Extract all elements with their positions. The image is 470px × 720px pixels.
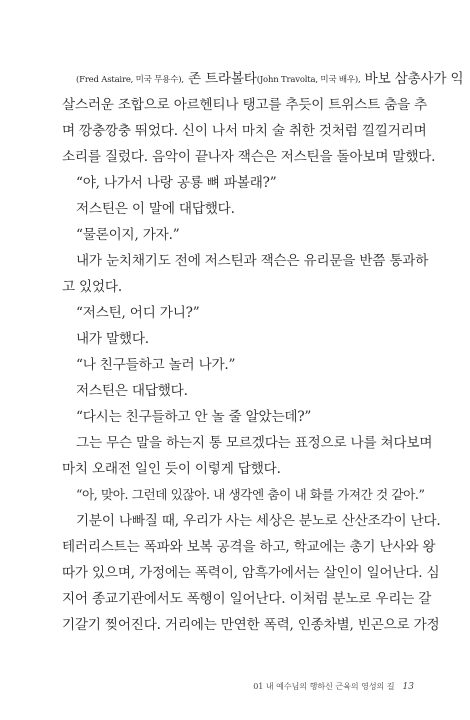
dialogue-line: 저스틴은 이 말에 대답했다. [76,201,235,217]
line-rest: 바보 삼총사가 익 [360,71,464,87]
dialogue-line: “물론이지, 가자.” [76,227,180,243]
page-footer [253,681,414,692]
text-line: 고 있었다. [62,279,122,295]
text-line: 내가 눈치채기도 전에 저스틴과 잭슨은 유리문을 반쯤 통과하 [76,253,429,269]
name-travolta: 존 트라볼타 [183,71,257,87]
annotation-astaire: (Fred Astaire, 미국 무용수), [76,75,184,85]
text-line: 소리를 질렀다. 음악이 끝나자 잭슨은 저스틴을 돌아보며 말했다. [62,149,436,165]
dialogue-line: 내가 말했다. [76,331,149,347]
dialogue-line: 저스틴은 대답했다. [76,383,188,399]
text-line: 테러리스트는 폭파와 보복 공격을 하고, 학교에는 총기 난사와 왕 [62,539,436,555]
text-line: 따가 있으며, 가정에는 폭력이, 암흑가에서는 살인이 일어난다. 심 [62,565,440,581]
dialogue-line: “다시는 친구들하고 안 놀 줄 알았는데?” [76,409,312,425]
dialogue-line: “나 친구들하고 놀러 나가.” [76,357,236,373]
dialogue-line: “아, 맞아. 그런데 있잖아. 내 생각엔 춤이 내 화를 가져간 것 같아.” [76,487,425,502]
page-number: 13 [402,682,414,692]
text-line: 기분이 나빠질 때, 우리가 사는 세상은 분노로 산산조각이 난다. [76,513,441,529]
text-line: 마치 오래전 일인 듯이 이렇게 답했다. [62,461,281,477]
text-line [62,66,464,92]
running-title: 01 내 예수님의 행하신 근육의 영성의 길 [253,682,395,691]
text-line: 지어 종교기관에서도 폭행이 일어난다. 이처럼 분노로 우리는 갈 [62,591,432,607]
text-line: 며 깡충깡충 뛰었다. 신이 나서 마치 술 취한 것처럼 낄낄거리며 [62,123,427,139]
text-line: 그는 무슨 말을 하는지 통 모르겠다는 표정으로 나를 쳐다보며 [76,435,433,451]
text-line: 기갈기 찢어진다. 거리에는 만연한 폭력, 인종차별, 빈곤으로 가정 [62,617,440,633]
dialogue-line: “야, 나가서 나랑 공룡 뼈 파볼래?” [76,175,277,191]
dialogue-line: “저스틴, 어디 가니?” [76,305,200,321]
annotation-travolta: (John Travolta, 미국 배우), [256,75,361,85]
page-body [62,66,464,638]
text-line: 살스러운 조합으로 아르헨티나 탱고를 추듯이 트위스트 춤을 추 [62,97,428,113]
